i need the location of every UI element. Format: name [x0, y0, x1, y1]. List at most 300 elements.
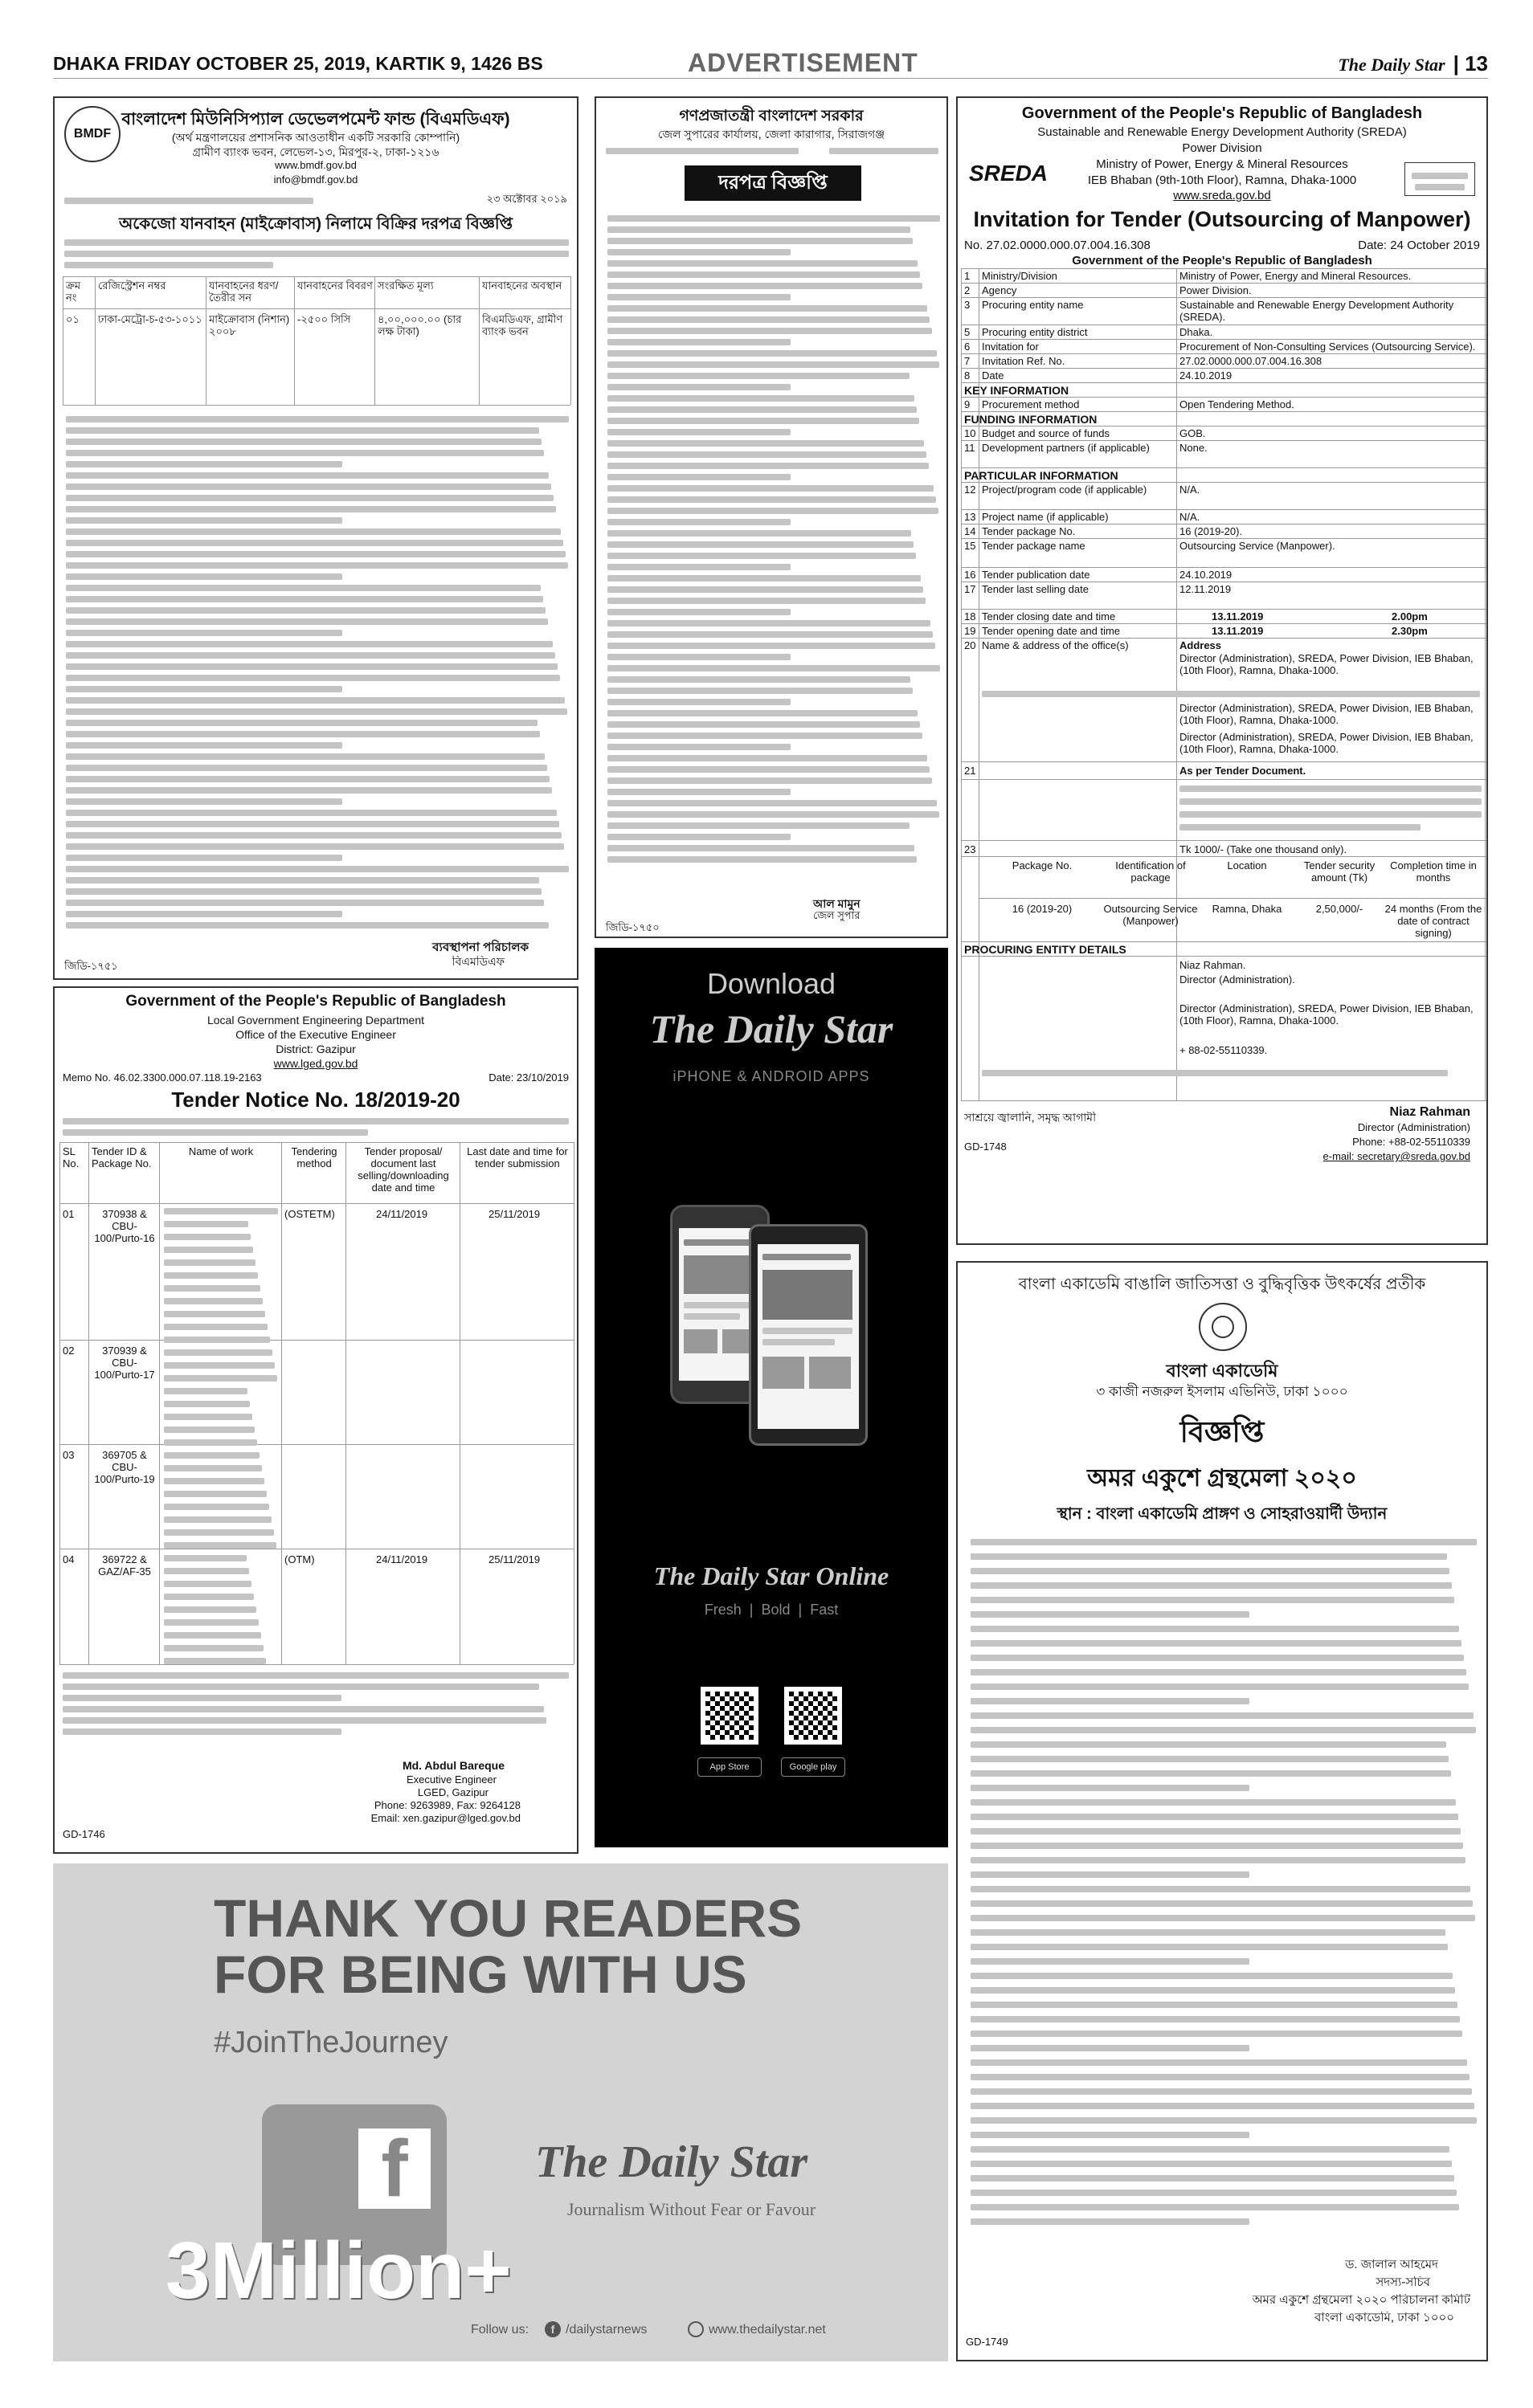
bmdf-row-reg: ঢাকা-মেট্রো-চ-৫৩-১০১১ [98, 313, 202, 325]
jail-gd-code: জিডি-১৭৫০ [606, 921, 660, 933]
bmdf-memo-date: ২৩ অক্টোবর ২০১৯ [486, 193, 567, 205]
text-line [607, 733, 922, 739]
jail-signer-role: জেল সুপার [813, 909, 861, 921]
sreda-budget-value: GOB. [1179, 427, 1206, 439]
text-line [63, 1728, 341, 1735]
text-line [607, 429, 791, 435]
text-line [607, 249, 791, 255]
text-line [971, 2002, 1457, 2008]
sreda-official-contact: + 88-02-55110339. [1179, 1044, 1268, 1056]
text-line [66, 427, 539, 434]
bmdf-subtitle: (অর্থ মন্ত্রণালয়ের প্রশাসনিক আওতাধীন একটি সরকারি কোম্পানি) [171, 131, 460, 144]
text-line [66, 753, 545, 760]
lged-row-sub: 25/11/2019 [489, 1553, 541, 1565]
academy-address: ৩ কাজী নজরুল ইসলাম এভিনিউ, ঢাকা ১০০০ [1096, 1384, 1348, 1399]
sreda-row-key: Procuring entity district [982, 326, 1088, 338]
text-line [164, 1375, 277, 1382]
bmdf-col-5: যানবাহনের অবস্থান [482, 280, 562, 292]
text-line [971, 1669, 1466, 1675]
text-line [607, 294, 791, 300]
text-line [164, 1555, 247, 1561]
text-line [607, 271, 920, 278]
text-line [164, 1426, 255, 1433]
bmdf-email[interactable]: info@bmdf.gov.bd [273, 173, 358, 186]
sreda-method-value: Open Tendering Method. [1179, 398, 1294, 410]
text-line [66, 573, 342, 580]
google-play-badge[interactable]: Google play [781, 1757, 845, 1777]
text-line [66, 900, 544, 906]
online-tagline: Fresh | Bold | Fast [704, 1602, 839, 1618]
text-line [971, 1684, 1469, 1690]
text-line [164, 1388, 247, 1394]
text-line [971, 2016, 1460, 2022]
sreda-ministry: Ministry of Power, Energy & Mineral Resources [1096, 157, 1348, 171]
text-line [607, 676, 910, 683]
bmdf-web[interactable]: www.bmdf.gov.bd [275, 159, 357, 171]
text-line [164, 1324, 268, 1330]
text-line [971, 1987, 1455, 1994]
sreda-phone: Phone: +88-02-55110339 [1352, 1136, 1470, 1148]
text-line [66, 765, 547, 771]
text-line [607, 766, 930, 773]
text-line [607, 631, 933, 638]
sreda-email[interactable]: e-mail: secretary@sreda.gov.bd [1322, 1150, 1470, 1162]
text-line [971, 1886, 1470, 1892]
text-line [971, 2218, 1249, 2225]
text-line [66, 776, 550, 782]
section-title: ADVERTISEMENT [688, 48, 918, 77]
sreda-row-value: Power Division. [1179, 284, 1252, 296]
sreda-row-value: Procurement of Non-Consulting Services (Outsourcing Service). [1179, 341, 1476, 353]
text-line [971, 1655, 1464, 1661]
text-line [607, 440, 924, 447]
text-line [607, 856, 917, 863]
text-line [971, 1770, 1451, 1777]
lged-row-sl: 03 [63, 1449, 75, 1461]
text-line [971, 1756, 1449, 1762]
download-heading: Download [706, 967, 836, 1000]
bmdf-address: গ্রামীণ ব্যাংক ভবন, লেভেল-১৩, মিরপুর-২, ঢাকা-১২১৬ [192, 145, 439, 158]
text-line [63, 1695, 341, 1701]
sreda-funding: FUNDING INFORMATION [964, 413, 1098, 426]
bmdf-col-0: ক্রম নং [66, 280, 81, 304]
sreda-prow-key: Tender package No. [982, 525, 1076, 537]
sreda-prow-key: Tender closing date and time [982, 610, 1116, 622]
sreda-gd-code: GD-1748 [964, 1141, 1007, 1153]
lged-row-sell: 24/11/2019 [376, 1553, 428, 1565]
text-line [66, 922, 549, 929]
lged-row-sl: 01 [63, 1208, 75, 1220]
lged-role: Executive Engineer [406, 1773, 497, 1786]
sreda-prow-no: 19 [964, 625, 976, 637]
text-line [66, 450, 544, 456]
text-line [607, 283, 922, 289]
text-line [971, 2059, 1467, 2066]
bmdf-col-2: যানবাহনের ধরণ/তৈরীর সন [209, 280, 279, 304]
text-line [971, 1553, 1447, 1560]
text-line [607, 238, 913, 244]
text-line [66, 821, 559, 827]
sreda-pkg-cell: Outsourcing Service (Manpower) [1103, 903, 1198, 927]
bmdf-gd-code: জিডি-১৭৫১ [64, 960, 118, 972]
lged-row-method: (OTM) [284, 1553, 315, 1565]
text-line [164, 1439, 257, 1446]
academy-slogan: বাংলা একাডেমি বাঙালি জাতিসত্তা ও বুদ্ধিবৃত্তিক উৎকর্ষের প্রতীক [1018, 1275, 1426, 1293]
text-line [607, 811, 939, 818]
lged-signer: Md. Abdul Bareque [402, 1759, 505, 1772]
text-line [164, 1568, 249, 1574]
text-line [164, 1247, 253, 1253]
text-line [164, 1452, 260, 1459]
academy-committee: অমর একুশে গ্রন্থমেলা ২০২০ পরিচালনা কমিটি [1252, 2294, 1470, 2306]
text-line [66, 720, 538, 726]
sreda-address-label: Address [1179, 639, 1222, 651]
text-line [164, 1529, 274, 1536]
sreda-row-no: 3 [964, 299, 971, 311]
sreda-prow-value: N/A. [1179, 484, 1200, 496]
text-line [971, 2045, 1249, 2051]
text-line [66, 663, 558, 670]
text-line [607, 260, 918, 267]
bmdf-tender-ad [53, 96, 578, 980]
sreda-row-value: 24.10.2019 [1179, 369, 1233, 382]
lged-email[interactable]: Email: xen.gazipur@lged.gov.bd [370, 1812, 521, 1824]
text-line [607, 564, 791, 570]
text-line [971, 1828, 1461, 1835]
lged-web[interactable]: www.lged.gov.bd [273, 1057, 358, 1070]
text-line [607, 373, 910, 379]
sreda-prow-no: 18 [964, 610, 976, 622]
lged-office: Office of the Executive Engineer [235, 1028, 396, 1041]
text-line [971, 1900, 1473, 1907]
sreda-selling-office: Director (Administration), SREDA, Power Division, IEB Bhaban, (10th Floor), Ramna, Dhaka-1000. [1179, 652, 1474, 676]
text-line [164, 1337, 270, 1343]
sreda-prow-value: N/A. [1179, 511, 1200, 523]
text-line [164, 1581, 251, 1587]
text-line [164, 1504, 269, 1510]
sreda-signer-role: Director (Administration) [1357, 1121, 1470, 1133]
sreda-row-no: 8 [964, 369, 971, 382]
text-line [164, 1234, 251, 1240]
text-line [607, 598, 926, 604]
thanks-brand: The Daily Star [535, 2137, 808, 2187]
lged-row-method: (OSTETM) [284, 1208, 335, 1220]
sreda-opening-time: 2.30pm [1392, 625, 1428, 637]
text-line [66, 708, 567, 715]
lged-tender-ad [53, 986, 578, 1854]
text-line [66, 675, 560, 681]
jail-title: গণপ্রজাতন্ত্রী বাংলাদেশ সরকার [679, 108, 864, 124]
text-line [66, 461, 342, 467]
text-line [607, 620, 930, 626]
sreda-date: Date: 24 October 2019 [1358, 239, 1480, 251]
academy-fair: অমর একুশে গ্রন্থমেলা ২০২০ [1087, 1465, 1357, 1492]
text-line [66, 607, 546, 614]
text-line [971, 1640, 1461, 1647]
bmdf-row-desc: -২৫০০ সিসি [297, 313, 351, 325]
text-line [971, 1958, 1249, 1965]
text-line [607, 553, 916, 559]
bmdf-heading: অকেজো যানবাহন (মাইক্রোবাস) নিলামে বিক্রির দরপত্র বিজ্ঞপ্তি [118, 215, 513, 233]
text-line [607, 406, 917, 413]
text-line [607, 451, 926, 458]
text-line [164, 1658, 266, 1664]
text-line [63, 1684, 539, 1690]
academy-venue: স্থান : বাংলা একাডেমি প্রাঙ্গণ ও সোহরাওয়ার্দী উদ্যান [1057, 1505, 1388, 1523]
text-line [66, 472, 549, 479]
text-line [164, 1632, 261, 1639]
text-line [971, 1611, 1249, 1618]
lged-row-id: 370938 & CBU-100/Purto-16 [94, 1208, 155, 1244]
text-line [66, 618, 548, 625]
text-line [164, 1516, 272, 1523]
text-line [66, 855, 342, 861]
sreda-prow-key: Tender opening date and time [982, 625, 1121, 637]
sreda-pkg-head: Identification of package [1115, 859, 1186, 884]
sreda-prow-no: 12 [964, 484, 976, 496]
text-line [66, 742, 342, 749]
lged-head: Tender proposal/ document last selling/downloading date and time [358, 1145, 449, 1194]
academy-gd-code: GD-1749 [966, 2336, 1008, 2348]
lged-row-sl: 02 [63, 1345, 75, 1357]
sreda-tender-ad: Government of the People's Republic of Bangladesh Sustainable and Renewable Energy Development Authority (SREDA) Power Division Ministry of Power, Energy & Mineral Resources IEB Bhaban (9th-10th Floor), Ramna, Dhaka-1000 www.sreda.gov.bd SREDA Invitation for Tender (Outsourcing of Manpower) No. 27.02.0000.000.07.004.16.308 Date: 24 October 2019 Government of the People's Republic of Bangladesh 1 Ministry/Division Ministry of Power, Energy and Mineral Resources. 2 Agency Power Division. 3 Procuring entity name Sustainable and Renewable Energy Development Authority (SREDA). 5 Procuring entity district Dhaka. 6 Invitation for Procurement of Non-Consulting Services (Outsourcing Service). 7 Invitation Ref. No. 27.02.0000.000.07.004.16.308 8 Date 24.10.2019 KEY INFORMATION 9 Procurement method Open Tendering Method. FUNDING INFORMATION 10 Budget and source of funds GOB. 11 Development partners (if applicable) None. PARTICULAR INFORMATION 12 Project/program code (if applicable) N/A. 13 Project name (if applicable) N/A. 14 Tender package No. 16 (2019-20). 15 Tender package name Outsourcing Service (Manpower). 16 Tender publication date 24.10.2019 17 Tender last selling date 12.11.2019 18 Tender closing date and time 13.11.2019 2.00pm 19 Tender opening date and time 13.11.2019 2.30pm 20 Name & address of the office(s) Address Director (Administration), SREDA, Power Division, IEB Bhaban, (10th Floor), Ramna, Dhaka-1000. Director (Administration), SREDA, Power Division, IEB Bhaban, (10th Floor), Ramna, Dhaka-1000. Director (Administration), SREDA, Power Division, IEB Bhaban, (10th Floor), Ramna, Dhaka-1000. 21 As per Tender Document. 23 Tk 1000/- (Take one thousand only). Package No. Identification of package Location Tender security amount (Tk) Completion time in months 16 (2019-20) Outsourcing Service (Manpower) Ramna, Dhaka 2,50,000/- 24 months (From the date of contract signing) PROCURING ENTITY DETAILS Niaz Rahman. Director (Administration). Director (Administration), SREDA, Power Division, IEB Bhaban, (10th Floor), Ramna, Dhaka-1000. + 88-02-55110339. সাশ্রয়ে জ্বালানি, সমৃদ্ধ আগামী Niaz Rahman Director (Administration) Phone: +88-02-55110339 e-mail: secretary@sreda.gov.bd GD-1748 [956, 96, 1488, 1245]
sreda-prow-key: Tender publication date [982, 569, 1090, 581]
lged-memo: Memo No. 46.02.3300.000.07.118.19-2163 [63, 1071, 262, 1084]
academy-org: বাংলা একাডেমি, ঢাকা ১০০০ [1314, 2312, 1454, 2324]
sreda-row-value: Sustainable and Renewable Energy Development Authority (SREDA). [1179, 299, 1454, 323]
jail-tender-ad [595, 96, 948, 938]
sreda-official-desig: Director (Administration). [1179, 973, 1295, 986]
text-line [607, 328, 932, 334]
text-line [971, 1857, 1466, 1863]
text-line [971, 1944, 1448, 1950]
text-line [164, 1606, 256, 1613]
academy-name: বাংলা একাডেমি [1166, 1361, 1278, 1381]
text-line [607, 834, 791, 840]
sreda-prow-value: 12.11.2019 [1179, 583, 1232, 595]
text-line [607, 755, 927, 761]
text-line [164, 1259, 256, 1266]
sreda-title: Invitation for Tender (Outsourcing of Manpower) [973, 207, 1471, 231]
sreda-web[interactable]: www.sreda.gov.bd [1173, 189, 1271, 202]
text-line [971, 2146, 1449, 2153]
text-line [66, 596, 543, 602]
text-line [63, 1717, 546, 1724]
text-line [971, 1698, 1249, 1704]
sreda-row-key: Procuring entity name [982, 299, 1084, 311]
fb-handle[interactable]: /dailystarnews [566, 2323, 648, 2337]
text-line [607, 654, 791, 660]
follow-label: Follow us: [471, 2323, 529, 2337]
sreda-method-key: Procurement method [982, 398, 1080, 410]
bmdf-signer: ব্যবস্থাপনা পরিচালক [432, 941, 529, 954]
text-line [66, 888, 542, 895]
sreda-opening-date: 13.11.2019 [1212, 625, 1264, 637]
text-line [66, 439, 542, 445]
text-line [971, 2030, 1462, 2037]
text-line [66, 517, 342, 524]
text-line [66, 506, 556, 512]
text-line [607, 463, 929, 469]
thanks-line2: FOR BEING WITH US [214, 1945, 747, 2004]
text-line [607, 508, 938, 514]
sreda-pkg-head: Tender security amount (Tk) [1303, 859, 1376, 884]
text-line [66, 877, 539, 884]
text-line [607, 710, 918, 716]
text-line [607, 418, 919, 424]
text-line [607, 361, 939, 368]
sreda-receiving-office: Director (Administration), SREDA, Power Division, IEB Bhaban, (10th Floor), Ramna, Dhaka-1000. [1179, 702, 1474, 726]
lged-row-sell: 24/11/2019 [376, 1208, 428, 1220]
text-line [66, 540, 563, 546]
text-line [66, 686, 342, 692]
text-line [971, 2204, 1459, 2210]
text-line [607, 339, 791, 345]
text-line [66, 562, 568, 569]
text-line [971, 2132, 1249, 2138]
jail-subtitle: জেল সুপারের কার্যালয়, জেলা কারাগার, সিরাজগঞ্জ [657, 128, 885, 141]
sreda-prow-value: Outsourcing Service (Manpower). [1179, 540, 1335, 552]
text-line [63, 1706, 544, 1712]
sreda-pkg-head: Location [1227, 859, 1267, 871]
sreda-row-no: 7 [964, 355, 971, 367]
lged-district: District: Gazipur [276, 1043, 356, 1055]
app-store-badge[interactable]: App Store [697, 1757, 762, 1777]
bmdf-row-location: বিএমডিএফ, গ্রামীণ ব্যাংক ভবন [482, 313, 563, 337]
page-number: The Daily Star | 13 [1338, 51, 1488, 76]
bmdf-col-4: সংরক্ষিত মূল্য [378, 280, 434, 292]
bmdf-row-price: ৪,০০,০০০.০০ (চার লক্ষ টাকা) [378, 313, 462, 337]
download-platforms: iPHONE & ANDROID APPS [672, 1068, 870, 1084]
sreda-pkg-cell: 24 months (From the date of contract signing) [1384, 903, 1482, 939]
thanks-slogan: Journalism Without Fear or Favour [567, 2199, 816, 2219]
site-url[interactable]: www.thedailystar.net [709, 2323, 826, 2337]
text-line [164, 1645, 264, 1651]
lged-head: Tendering method [291, 1145, 337, 1169]
sreda-row-key: Invitation for [982, 341, 1039, 353]
text-line [607, 575, 921, 582]
sreda-pkg-cell: 16 (2019-20) [1012, 903, 1073, 915]
lged-row-id: 369722 & GAZ/AF-35 [98, 1553, 151, 1577]
bmdf-col-1: রেজিস্ট্রেশন নম্বর [98, 280, 166, 292]
lged-date: Date: 23/10/2019 [489, 1071, 569, 1084]
text-line [66, 529, 561, 535]
sreda-prow-no: 17 [964, 583, 976, 595]
text-line [63, 1672, 569, 1679]
sreda-prow-no: 14 [964, 525, 976, 537]
text-line [971, 2190, 1457, 2196]
text-line [971, 1582, 1452, 1589]
sreda-prow-no: 16 [964, 569, 976, 581]
sreda-pkg-cell: 2,50,000/- [1315, 903, 1363, 915]
sreda-division: Power Division [1182, 141, 1262, 155]
bmdf-col-3: যানবাহনের বিবরণ [297, 280, 373, 292]
bmdf-logo: BMDF [64, 106, 121, 162]
text-line [607, 485, 934, 492]
qr-ios[interactable] [701, 1687, 758, 1745]
text-line [607, 777, 932, 784]
text-line [971, 1568, 1449, 1574]
sreda-row-key: Invitation Ref. No. [982, 355, 1065, 367]
text-line [164, 1491, 267, 1497]
text-line [971, 1915, 1475, 1921]
text-line [607, 541, 914, 548]
text-line [607, 688, 913, 694]
lged-phone: Phone: 9263989, Fax: 9264128 [374, 1799, 521, 1811]
academy-signer: ড. জালাল আহমেদ [1345, 2259, 1438, 2271]
text-line [607, 789, 791, 795]
lged-row-sl: 04 [63, 1553, 75, 1565]
sreda-budget-key: Budget and source of funds [982, 427, 1110, 439]
text-line [66, 630, 342, 636]
sreda-row-key: Agency [982, 284, 1017, 296]
text-line [66, 641, 553, 647]
text-line [971, 2088, 1472, 2095]
text-line [971, 2175, 1454, 2181]
text-line [607, 800, 937, 806]
text-line [607, 496, 936, 503]
text-line [607, 665, 940, 671]
sreda-dev-key: Development partners (if applicable) [982, 442, 1150, 454]
text-line [607, 721, 920, 728]
sreda-dev-value: None. [1179, 442, 1208, 454]
text-line [971, 1973, 1453, 1979]
download-app-ad [595, 948, 948, 1847]
sreda-motto: সাশ্রয়ে জ্বালানি, সমৃদ্ধ আগামী [964, 1112, 1097, 1124]
qr-android[interactable] [784, 1687, 842, 1745]
sreda-procuring: PROCURING ENTITY DETAILS [964, 943, 1126, 956]
sreda-particular: PARTICULAR INFORMATION [964, 469, 1118, 482]
sreda-signer: Niaz Rahman [1389, 1105, 1470, 1119]
bmdf-row-sl: ০১ [66, 313, 80, 325]
text-line [607, 744, 791, 750]
text-line [66, 866, 569, 872]
text-line [164, 1349, 272, 1356]
sreda-pkg-head: Package No. [1012, 859, 1073, 871]
text-line [66, 416, 569, 422]
text-line [66, 787, 552, 794]
sreda-gov: Government of the People's Republic of Bangladesh [1021, 104, 1423, 122]
sreda-table-title: Government of the People's Republic of Bangladesh [1072, 254, 1372, 267]
sreda-row-value: Ministry of Power, Energy and Mineral Resources. [1179, 270, 1412, 282]
sreda-office-key: Name & address of the office(s) [982, 639, 1129, 651]
sreda-row-key: Ministry/Division [982, 270, 1057, 282]
text-line [66, 911, 342, 917]
bmdf-title: বাংলাদেশ মিউনিসিপ্যাল ডেভেলপমেন্ট ফান্ড (বিএমডিএফ) [121, 110, 510, 129]
text-line [607, 609, 791, 615]
lged-head: Name of work [188, 1145, 254, 1157]
text-line [971, 1843, 1463, 1849]
text-line [971, 1785, 1249, 1791]
text-line [164, 1362, 275, 1369]
text-line [971, 1539, 1477, 1545]
text-line [607, 316, 930, 323]
sreda-row-key: Date [982, 369, 1004, 382]
sreda-prow-key: Project name (if applicable) [982, 511, 1109, 523]
online-brand: The Daily Star Online [653, 1561, 889, 1590]
lged-head: Tender ID & Package No. [92, 1145, 152, 1169]
text-line [164, 1298, 263, 1304]
text-line [66, 585, 541, 591]
phone-android [749, 1224, 868, 1446]
text-line [971, 1814, 1458, 1820]
text-line [607, 530, 911, 537]
text-line [971, 2161, 1452, 2167]
sreda-pkg-head: Completion time in months [1390, 859, 1477, 884]
sreda-eligibility: As per Tender Document. [1179, 765, 1306, 777]
text-line [164, 1465, 262, 1471]
academy-emblem [1199, 1303, 1247, 1351]
